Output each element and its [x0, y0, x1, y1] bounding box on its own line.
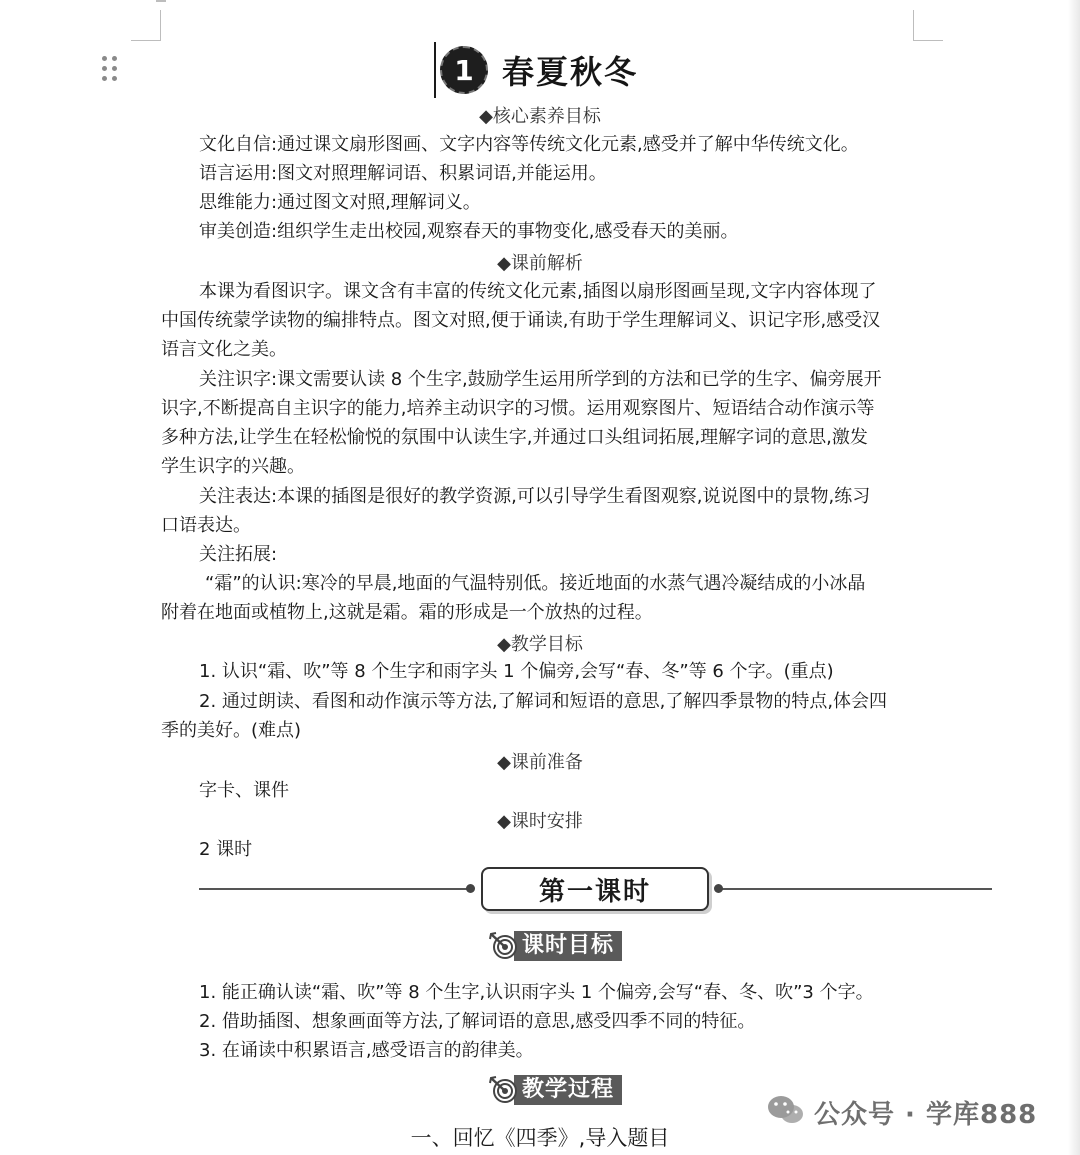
page-top-tick [156, 0, 166, 2]
analysis-line: 口语表达。 [161, 515, 251, 536]
crop-mark-top-right [913, 10, 943, 41]
step-heading: 一、回忆《四季》,导入题目 [410, 1126, 670, 1150]
target-icon [488, 1075, 518, 1105]
crop-mark-top-right-vertical [913, 10, 914, 41]
teaching-goal-line: 2. 通过朗读、看图和动作演示等方法,了解词和短语的意思,了解四季景物的特点,体会四 [199, 691, 888, 712]
process-tag [488, 1073, 622, 1107]
lesson-goals-tag [488, 929, 622, 963]
analysis-line: 关注拓展: [199, 544, 278, 565]
lesson-title-text: 春夏秋冬 [502, 53, 639, 91]
process-tag-label: 教学过程 [514, 1075, 622, 1105]
wechat-icon [766, 1093, 806, 1131]
section-core-goals: ◆核心素养目标 [479, 106, 601, 127]
page-edge-shadow [1068, 0, 1080, 1155]
crop-mark-top-left-vertical [160, 10, 161, 41]
analysis-line: 多种方法,让学生在轻松愉悦的氛围中认读生字,并通过口头组词拓展,理解字词的意思,激发 [161, 427, 868, 448]
core-goal-line: 文化自信:通过课文扇形图画、文字内容等传统文化元素,感受并了解中华传统文化。 [199, 134, 859, 155]
lesson-number-badge: 1 [440, 46, 488, 94]
preparation-text: 字卡、课件 [199, 780, 289, 801]
core-goal-line: 思维能力:通过图文对照,理解词义。 [199, 192, 481, 213]
analysis-line: 附着在地面或植物上,这就是霜。霜的形成是一个放热的过程。 [161, 602, 653, 623]
section-preparation: ◆课前准备 [497, 752, 583, 773]
lesson-goal-line: 1. 能正确认读“霜、吹”等 8 个生字,认识雨字头 1 个偏旁,会写“春、冬、吹”3 个字。 [199, 982, 874, 1003]
analysis-line: 关注识字:课文需要认读 8 个生字,鼓励学生运用所学到的方法和已学的生字、偏旁展开 [199, 369, 882, 390]
analysis-line: 语言文化之美。 [161, 339, 287, 360]
teaching-goal-line: 季的美好。(难点) [161, 720, 302, 741]
core-goal-line: 语言运用:图文对照理解词语、积累词语,并能运用。 [199, 163, 607, 184]
lesson-period-banner: 第一课时 [481, 867, 709, 911]
schedule-text: 2 课时 [199, 839, 253, 860]
watermark [766, 1092, 1037, 1132]
analysis-line: 本课为看图识字。课文含有丰富的传统文化元素,插图以扇形图画呈现,文字内容体现了 [199, 281, 877, 302]
lesson-title [434, 42, 638, 98]
title-cursor-bar [434, 42, 436, 98]
banner-dot-left [466, 884, 475, 893]
target-icon [488, 931, 518, 961]
analysis-line: 关注表达:本课的插图是很好的教学资源,可以引导学生看图观察,说说图中的景物,练习 [199, 486, 871, 507]
analysis-line: “霜”的认识:寒冷的早晨,地面的气温特别低。接近地面的水蒸气遇冷凝结成的小冰晶 [205, 573, 866, 594]
analysis-line: 学生识字的兴趣。 [161, 456, 305, 477]
analysis-line: 识字,不断提高自主识字的能力,培养主动识字的习惯。运用观察图片、短语结合动作演示等 [161, 398, 875, 419]
section-schedule: ◆课时安排 [497, 811, 583, 832]
crop-mark-top-left [131, 10, 161, 41]
lesson-goals-tag-label: 课时目标 [514, 931, 622, 961]
drag-handle-icon[interactable] [102, 56, 120, 84]
core-goal-line: 审美创造:组织学生走出校园,观察春天的事物变化,感受春天的美丽。 [199, 221, 739, 242]
section-teaching-goals: ◆教学目标 [497, 634, 583, 655]
analysis-line: 中国传统蒙学读物的编排特点。图文对照,便于诵读,有助于学生理解词义、识记字形,感受汉 [161, 310, 881, 331]
banner-divider-left [199, 888, 471, 890]
banner-dot-right [714, 884, 723, 893]
lesson-goal-line: 3. 在诵读中积累语言,感受语言的韵律美。 [199, 1040, 534, 1061]
banner-divider-right [716, 888, 992, 890]
watermark-text: 公众号 · 学库888 [814, 1099, 1038, 1130]
lesson-goal-line: 2. 借助插图、想象画面等方法,了解词语的意思,感受四季不同的特征。 [199, 1011, 756, 1032]
teaching-goal-line: 1. 认识“霜、吹”等 8 个生字和雨字头 1 个偏旁,会写“春、冬”等 6 个字。(重点) [199, 661, 834, 682]
section-pre-analysis: ◆课前解析 [497, 253, 583, 274]
